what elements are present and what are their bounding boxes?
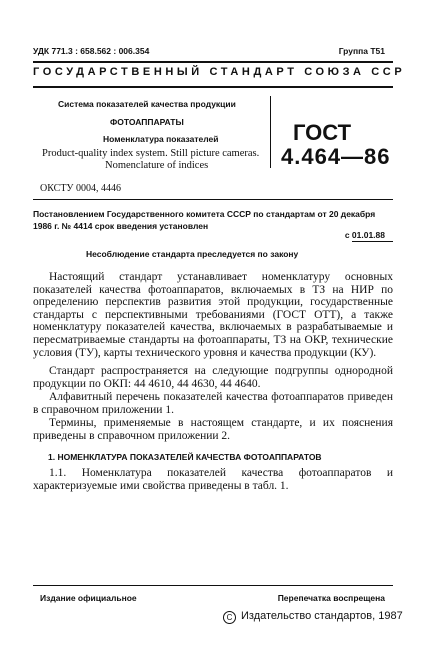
gost-number: 4.464—86: [281, 144, 391, 169]
subject-title: ФОТОАППАРАТЫ: [110, 117, 184, 127]
okstu-rule: [33, 199, 393, 200]
paragraph-scope: Настоящий стандарт устанавливает номенклатуру основных показателей качества фотоаппаратов, включаемых в ТЗ на НИР по определению перспектив развития этой продукции, государственные стандарты с перспективными требованиями (ГОСТ ОТТ), а также номенклатуру показателей качества, включаемых в разрабатываемые и пересматриваемые стандарты на фотоаппараты, ТЗ на ОКР, технические условия (ТУ), карты технического уровня и качества продукции (КУ).: [33, 271, 393, 359]
copyright-line: [223, 610, 403, 624]
paragraph-subgroups: Стандарт распространяется на следующие подгруппы однородной продукции по ОКП: 44 4610, 44 4630, 44 4640.: [33, 365, 393, 390]
reprint-prohibited: Перепечатка воспрещена: [277, 593, 385, 603]
system-title: Система показателей качества продукции: [58, 99, 236, 109]
english-title-line1: Product-quality index system. Still picture cameras.: [42, 148, 260, 159]
section-1-heading: 1. НОМЕНКЛАТУРА ПОКАЗАТЕЛЕЙ КАЧЕСТВА ФОТОАППАРАТОВ: [48, 452, 322, 462]
okstu-code: ОКСТУ 0004, 4446: [40, 183, 122, 194]
udk-code: УДК 771.3 : 658.562 : 006.354: [33, 46, 150, 56]
copyright-icon: С: [223, 611, 236, 624]
paragraph-terms: Термины, применяемые в настоящем стандарте, и их пояснения приведены в справочном приложении 2.: [33, 417, 393, 442]
gost-divider: [270, 96, 271, 168]
paragraph-1-1: 1.1. Номенклатура показателей качества фотоаппаратов и характеризуемые ими свойства приведены в табл. 1.: [33, 467, 393, 492]
group-code: Группа Т51: [338, 46, 385, 56]
standard-title: ГОСУДАРСТВЕННЫЙ СТАНДАРТ СОЮЗА ССР: [33, 66, 406, 78]
gost-label: ГОСТ: [293, 120, 352, 145]
effective-date-underline: [352, 241, 393, 242]
footer-rule: [33, 585, 393, 586]
law-warning: Несоблюдение стандарта преследуется по закону: [86, 249, 299, 259]
paragraph-index-list: Алфавитный перечень показателей качества фотоаппаратов приведен в справочном приложении 1.: [33, 391, 393, 416]
top-rule: [33, 61, 393, 63]
decree-text: Постановлением Государственного комитета СССР по стандартам от 20 декабря 1986 г. № 4414 срок введения установлен: [33, 209, 376, 231]
official-edition: Издание официальное: [40, 593, 137, 603]
copyright-text: Издательство стандартов, 1987: [241, 610, 403, 622]
nomenclature-title: Номенклатура показателей: [103, 134, 219, 144]
effective-date: с 01.01.88: [344, 230, 385, 240]
title-rule: [33, 86, 393, 88]
english-title-line2: Nomenclature of indices: [105, 160, 209, 171]
